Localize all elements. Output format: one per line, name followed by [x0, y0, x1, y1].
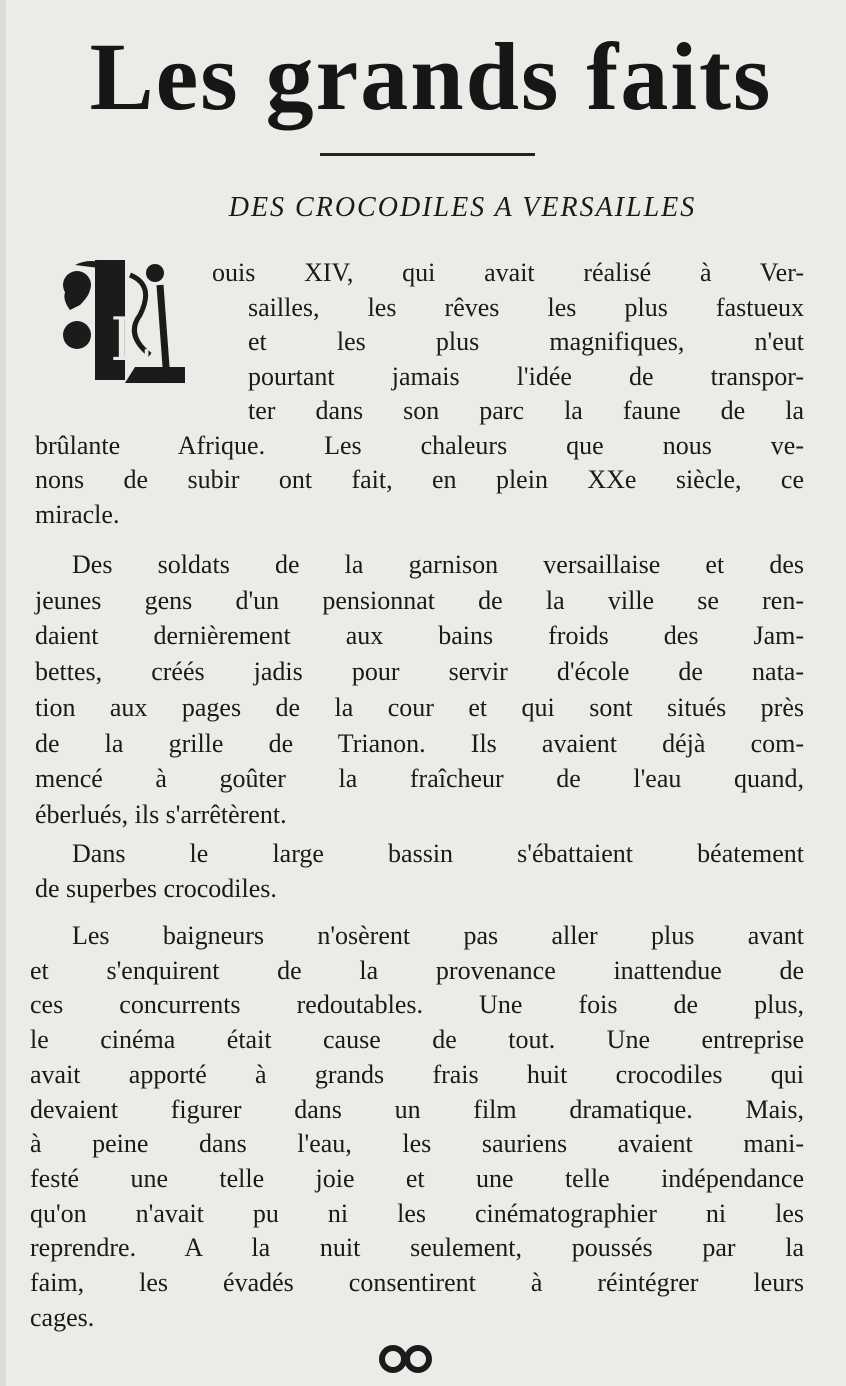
- text-line: jeunes gens d'un pensionnat de la ville se ren-: [35, 585, 804, 615]
- text-line: Dans le large bassin s'ébattaient béatement: [72, 839, 804, 868]
- text-line: reprendre. A la nuit seulement, poussés par la: [30, 1233, 804, 1263]
- text-line: qu'on n'avait pu ni les cinématographier ni les: [30, 1198, 804, 1228]
- text-line: Des soldats de la garnison versaillaise et des: [72, 550, 804, 579]
- ornament-icon: [378, 1344, 434, 1374]
- text-line: miracle.: [35, 499, 120, 529]
- svg-text:L: L: [110, 305, 150, 375]
- text-line: faim, les évadés consentirent à réintégrer leurs: [30, 1268, 804, 1297]
- text-line: à peine dans l'eau, les sauriens avaient mani-: [30, 1129, 804, 1159]
- text-line: ter dans son parc la faune de la: [248, 396, 804, 425]
- text-line: ces concurrents redoutables. Une fois de plus,: [30, 990, 804, 1020]
- text-line: festé une telle joie et une telle indépendance: [30, 1163, 804, 1193]
- page-edge: [0, 0, 6, 1386]
- text-line: pourtant jamais l'idée de transpor-: [248, 361, 804, 391]
- drop-cap-ornament-icon: [55, 255, 190, 390]
- text-line: le cinéma était cause de tout. Une entreprise: [30, 1025, 804, 1055]
- text-line: nons de subir ont fait, en plein XXe siècle, ce: [35, 465, 804, 494]
- text-line: bettes, créés jadis pour servir d'école de nata-: [35, 657, 804, 687]
- text-line: daient dernièrement aux bains froids des Jam-: [35, 621, 804, 651]
- article-headline: DES CROCODILES A VERSAILLES: [228, 192, 697, 223]
- text-line: tion aux pages de la cour et qui sont situés près: [35, 692, 804, 722]
- text-line: brûlante Afrique. Les chaleurs que nous ve-: [35, 430, 804, 460]
- text-line: Les baigneurs n'osèrent pas aller plus avant: [72, 921, 804, 950]
- text-line: mencé à goûter la fraîcheur de l'eau quand,: [35, 764, 804, 794]
- page-title: Les grands faits: [89, 23, 773, 130]
- text-line: de superbes crocodiles.: [35, 873, 277, 903]
- text-line: ouis XIV, qui avait réalisé à Ver-: [212, 258, 804, 287]
- text-line: et s'enquirent de la provenance inattendue de: [30, 955, 804, 985]
- divider: [320, 153, 535, 156]
- text-line: devaient figurer dans un film dramatique. Mais,: [30, 1094, 804, 1124]
- text-line: avait apporté à grands frais huit crocodiles qui: [30, 1059, 804, 1089]
- text-line: éberlués, ils s'arrêtèrent.: [35, 799, 287, 829]
- text-line: de la grille de Trianon. Ils avaient déjà com-: [35, 728, 804, 758]
- text-line: sailles, les rêves les plus fastueux: [248, 292, 804, 322]
- text-line: et les plus magnifiques, n'eut: [248, 327, 804, 356]
- text-line: cages.: [30, 1302, 95, 1332]
